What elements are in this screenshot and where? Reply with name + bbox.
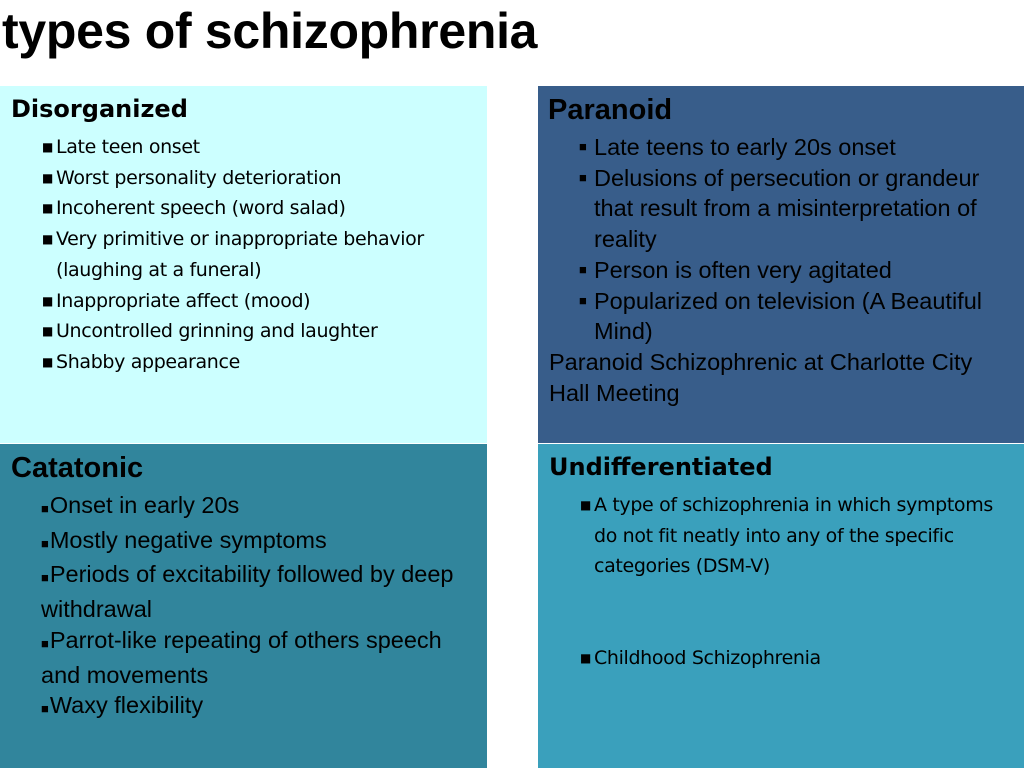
undifferentiated-panel	[538, 444, 1024, 768]
square-bullet-icon: ■	[579, 139, 587, 154]
square-bullet-icon: ■	[41, 701, 49, 717]
catatonic-panel	[0, 444, 487, 768]
square-bullet-icon: ■	[41, 570, 49, 586]
square-bullet-icon: ■	[580, 651, 591, 666]
disorganized-panel	[0, 86, 487, 443]
square-bullet-icon: ■	[42, 170, 53, 185]
list-item: ■ Late teens to early 20s onset	[579, 132, 1019, 163]
list-item: ■ Very primitive or inappropriate behavior (laughing at a funeral)	[42, 224, 484, 285]
paranoid-video-link[interactable]: Paranoid Schizophrenic at Charlotte City Hall Meeting	[549, 349, 973, 406]
list-item: ■ A type of schizophrenia in which symptoms do not fit neatly into any of the specific categories (DSM-V)	[580, 490, 1018, 582]
catatonic-heading: Catatonic	[11, 452, 144, 484]
list-item: ■ Incoherent speech (word salad)	[42, 193, 484, 224]
square-bullet-icon: ■	[579, 292, 587, 308]
square-bullet-icon: ■	[42, 293, 53, 308]
list-item: ■Waxy flexibility	[41, 692, 204, 719]
disorganized-heading: Disorganized	[11, 95, 188, 123]
square-bullet-icon: ■	[42, 232, 53, 247]
square-bullet-icon: ■	[41, 635, 49, 651]
disorganized-list	[42, 132, 484, 378]
list-item: ■ Inappropriate affect (mood)	[42, 286, 484, 317]
list-item: ■ Delusions of persecution or grandeur that result from a misinterpretation of reality	[579, 164, 980, 253]
list-item: ■ Childhood Schizophrenia	[580, 643, 1018, 674]
square-bullet-icon: ■	[579, 169, 587, 185]
square-bullet-icon: ■	[42, 140, 53, 154]
list-item: ■ Popularized on television (A Beautiful Mind)	[579, 287, 982, 345]
paranoid-list	[579, 132, 1019, 347]
undifferentiated-list	[580, 490, 1018, 674]
square-bullet-icon: ■	[580, 498, 591, 512]
undifferentiated-heading: Undifferentiated	[549, 453, 773, 481]
list-item: ■ Shabby appearance	[42, 347, 484, 378]
square-bullet-icon: ■	[41, 535, 49, 551]
square-bullet-icon: ■	[42, 354, 53, 369]
list-item: ■Parrot-like repeating of others speech and movements	[41, 626, 442, 688]
slide-title: types of schizophrenia	[2, 3, 538, 59]
list-item: ■ Worst personality deterioration	[42, 163, 484, 194]
square-bullet-icon: ■	[41, 501, 49, 516]
square-bullet-icon: ■	[42, 324, 53, 339]
list-item: ■ Late teen onset	[42, 132, 484, 163]
list-item: ■ Uncontrolled grinning and laughter	[42, 316, 484, 347]
list-item: ■Onset in early 20s	[41, 492, 240, 518]
list-item: ■Periods of excitability followed by deep withdrawal	[41, 561, 454, 623]
list-item: ■Mostly negative symptoms	[41, 526, 327, 553]
square-bullet-icon: ■	[42, 201, 53, 216]
square-bullet-icon: ■	[579, 261, 587, 277]
paranoid-heading: Paranoid	[548, 94, 673, 126]
list-item: ■ Person is often very agitated	[579, 255, 1019, 286]
paranoid-panel	[538, 86, 1024, 443]
catatonic-list	[41, 490, 481, 725]
